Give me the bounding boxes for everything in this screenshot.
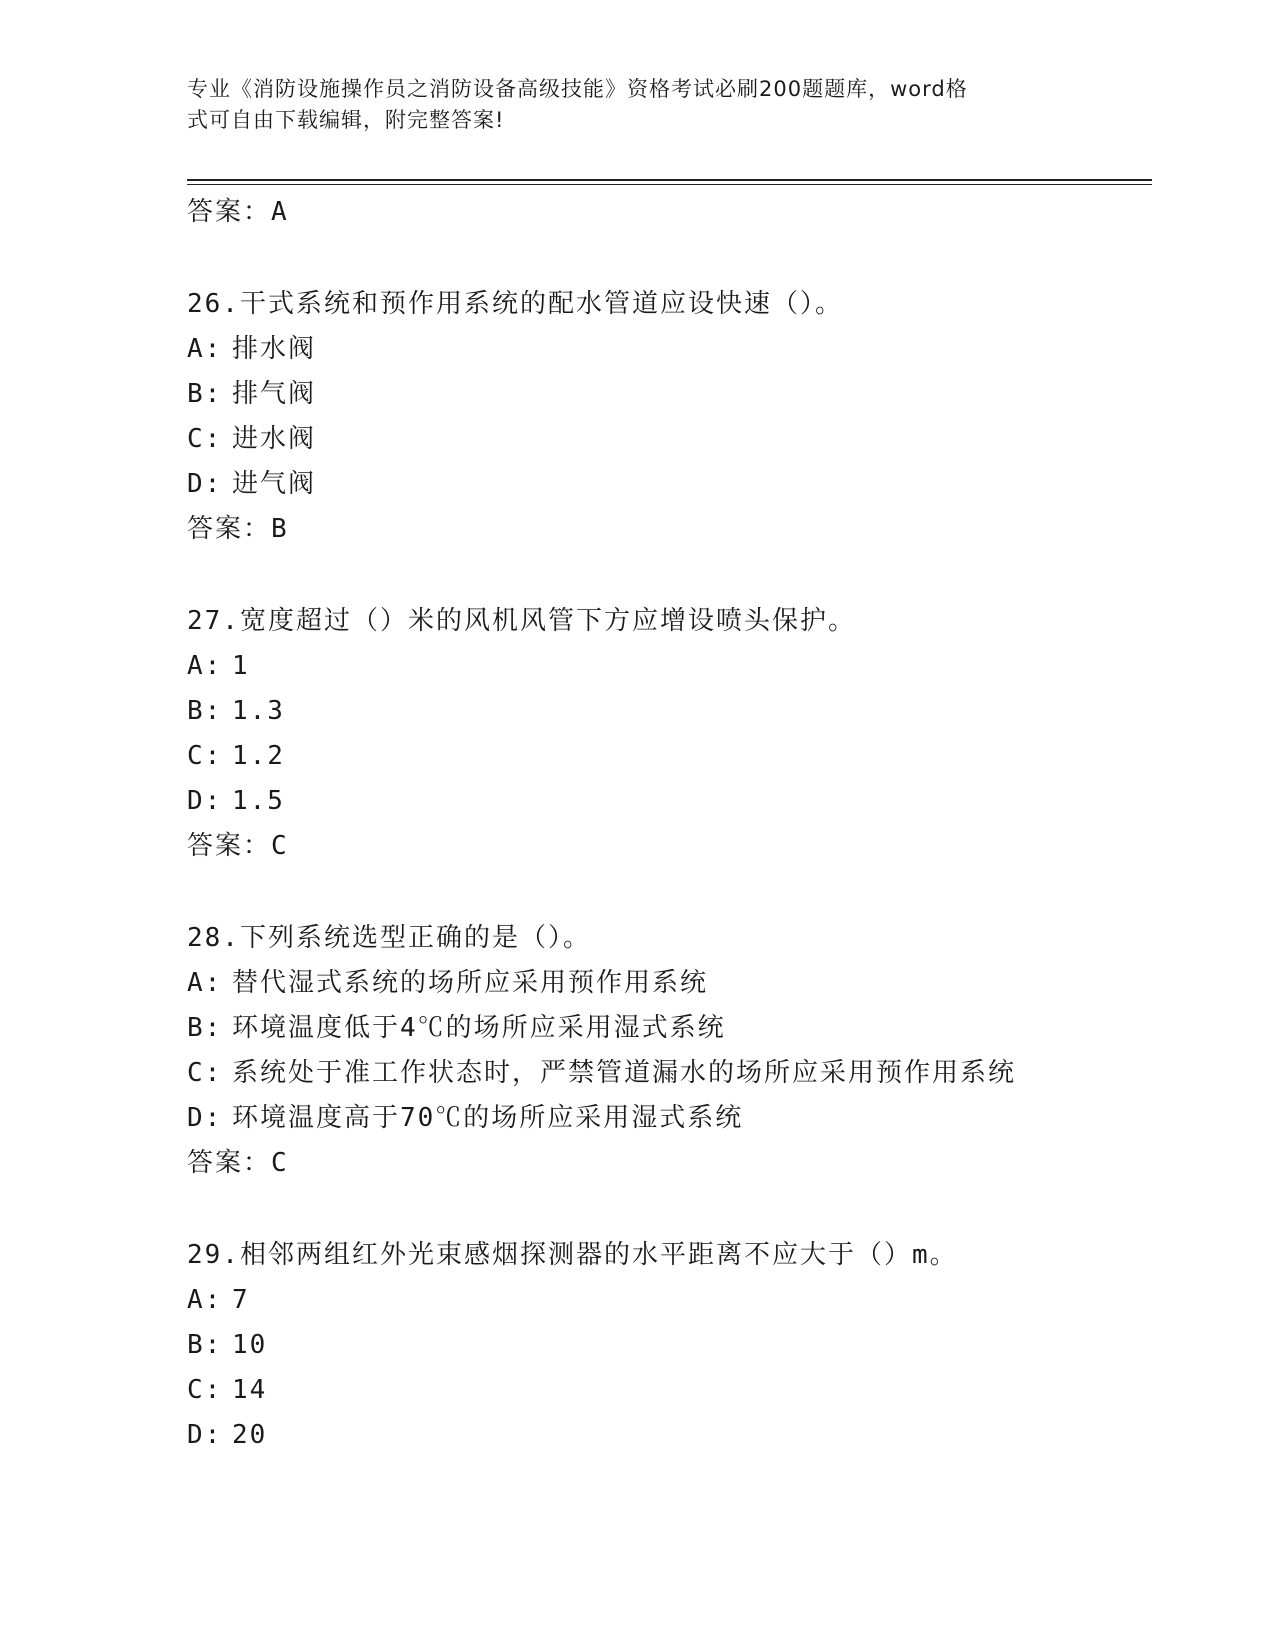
answer-line <box>187 1141 1147 1186</box>
option-label: A: <box>187 968 223 998</box>
option-a <box>187 644 1147 689</box>
question-content <box>187 190 1147 1458</box>
option-text: 进水阀 <box>232 424 317 454</box>
question-stem: 下列系统选型正确的是（）。 <box>239 923 591 953</box>
option-label: D: <box>187 1103 223 1133</box>
question-block <box>187 282 1147 552</box>
option-label: B: <box>187 1013 223 1043</box>
option-label: A: <box>187 651 223 681</box>
answer-letter: B <box>271 514 289 544</box>
option-text: 进气阀 <box>232 469 317 499</box>
option-c <box>187 734 1147 779</box>
option-b <box>187 1323 1147 1368</box>
option-text: 10 <box>232 1330 268 1360</box>
option-text: 排水阀 <box>232 334 317 364</box>
option-text: 系统处于准工作状态时，严禁管道漏水的场所应采用预作用系统 <box>232 1058 1017 1088</box>
answer-letter: A <box>271 197 289 227</box>
question-text <box>187 916 1147 961</box>
question-number: 26. <box>187 289 240 319</box>
answer-line <box>187 507 1147 552</box>
option-a <box>187 961 1147 1006</box>
option-label: A: <box>187 334 223 364</box>
option-d <box>187 1413 1147 1458</box>
option-d <box>187 462 1147 507</box>
option-text: 1.3 <box>232 696 285 726</box>
question-stem: 干式系统和预作用系统的配水管道应设快速（）。 <box>239 289 843 319</box>
option-text: 排气阀 <box>232 379 317 409</box>
question-text <box>187 599 1147 644</box>
option-b <box>187 1006 1147 1051</box>
option-a <box>187 1278 1147 1323</box>
question-number: 28. <box>187 923 240 953</box>
question-block <box>187 1233 1147 1458</box>
header-line-2: 式可自由下载编辑，附完整答案! <box>187 108 505 132</box>
option-text: 环境温度高于70℃的场所应采用湿式系统 <box>232 1103 744 1133</box>
option-b <box>187 689 1147 734</box>
option-text: 20 <box>232 1420 268 1450</box>
option-d <box>187 779 1147 824</box>
option-label: D: <box>187 1420 223 1450</box>
option-label: B: <box>187 696 223 726</box>
option-text: 1.2 <box>232 741 285 771</box>
option-c <box>187 1051 1147 1096</box>
question-stem: 相邻两组红外光束感烟探测器的水平距离不应大于（）m。 <box>239 1240 958 1270</box>
option-label: D: <box>187 469 223 499</box>
option-c <box>187 1368 1147 1413</box>
answer-line <box>187 824 1147 869</box>
option-text: 7 <box>232 1285 250 1315</box>
answer-prefix: 答案： <box>187 831 272 861</box>
question-stem: 宽度超过（）米的风机风管下方应增设喷头保护。 <box>239 606 856 636</box>
answer-letter: C <box>271 1148 289 1178</box>
option-label: B: <box>187 1330 223 1360</box>
answer-prefix: 答案： <box>187 1148 272 1178</box>
option-text: 1.5 <box>232 786 285 816</box>
option-text: 替代湿式系统的场所应采用预作用系统 <box>232 968 709 998</box>
option-label: C: <box>187 424 223 454</box>
answer-line-25 <box>187 190 1147 235</box>
option-c <box>187 417 1147 462</box>
option-d <box>187 1096 1147 1141</box>
document-header <box>187 74 1067 136</box>
question-number: 29. <box>187 1240 240 1270</box>
question-block <box>187 916 1147 1186</box>
header-divider-thick <box>187 179 1152 181</box>
option-label: C: <box>187 741 223 771</box>
option-label: C: <box>187 1058 223 1088</box>
question-text <box>187 1233 1147 1278</box>
option-text: 环境温度低于4℃的场所应采用湿式系统 <box>232 1013 726 1043</box>
option-label: D: <box>187 786 223 816</box>
question-text <box>187 282 1147 327</box>
option-b <box>187 372 1147 417</box>
header-line-1: 专业《消防设施操作员之消防设备高级技能》资格考试必刷200题题库，word格 <box>187 77 968 101</box>
question-number: 27. <box>187 606 240 636</box>
option-text: 1 <box>232 651 250 681</box>
option-a <box>187 327 1147 372</box>
option-label: B: <box>187 379 223 409</box>
question-block <box>187 599 1147 869</box>
option-label: A: <box>187 1285 223 1315</box>
header-divider-thin <box>187 184 1152 185</box>
answer-letter: C <box>271 831 289 861</box>
answer-prefix: 答案： <box>187 514 272 544</box>
option-label: C: <box>187 1375 223 1405</box>
answer-prefix: 答案： <box>187 197 272 227</box>
option-text: 14 <box>232 1375 268 1405</box>
